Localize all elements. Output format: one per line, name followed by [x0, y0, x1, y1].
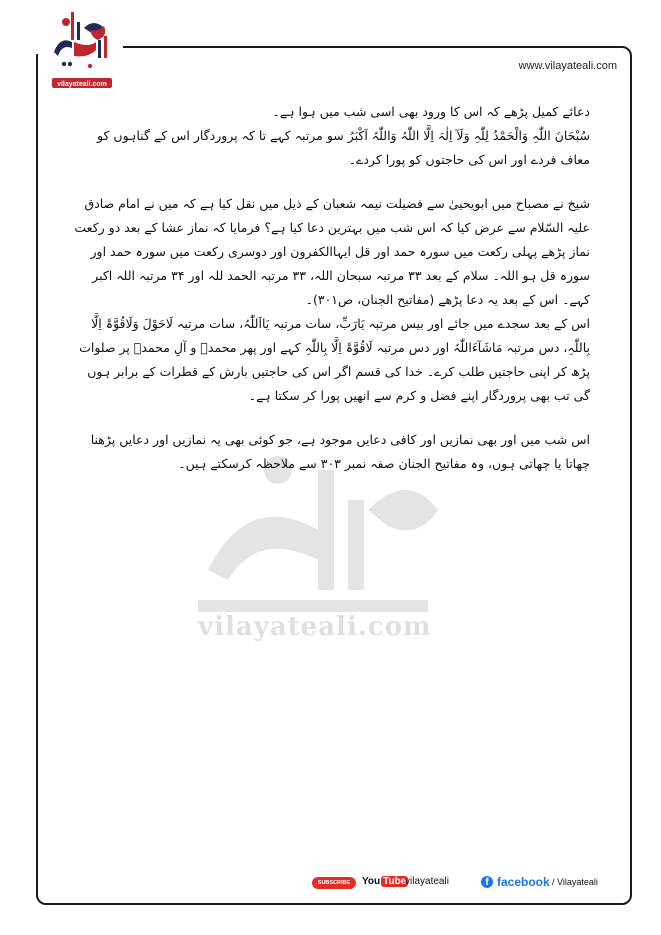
paragraph-sajda: اس کے بعد سجدے میں جائے اور بیس مرتبہ یَارَبِّ، سات مرتبہ یَااَللّٰہُ، سات مرتبہ لَاحَوْلَ وَلَاقُوَّۃَ اِلَّا بِاللّٰہِ، دس مرتبہ مَاشَآءَاللّٰہُ اور دس مرتبہ لَاقُوَّۃَ اِلَّا بِاللّٰہِ کہے اور پھر محمدؐ و آلِ محمدؐ پر صلوات پڑھ کر اپنی حاجتیں طلب کرے۔ خدا کی قسم اگر اس کی حاجتیں بارش کے قطرات کے برابر ہوں گی تب بھی پروردگار اپنے فضل و کرم سے انھیں پورا کر سکتا ہے۔	[79, 316, 590, 403]
facebook-handle[interactable]: / Vilayateali	[552, 877, 598, 887]
article-body	[70, 100, 590, 476]
watermark-text: vilayateali.com	[198, 612, 432, 642]
logo-url-text: vilayateali.com	[57, 81, 107, 88]
youtube-handle[interactable]: vilayateali	[405, 876, 449, 887]
facebook-label[interactable]: facebook	[497, 875, 550, 889]
paragraph-tasbih: سُبْحَانَ اللّٰہِ وَالْحَمْدُ لِلّٰہِ وَلَآ اِلٰہَ اِلَّا اللّٰہُ وَاللّٰہُ اَکْبَرُ سو مرتبہ کہے تا کہ پروردگار اس کے گناہوں کو معاف فردے اور اس کی حاجتوں کو پورا کردے۔	[97, 128, 590, 167]
facebook-icon[interactable]: f	[481, 876, 493, 888]
paragraph-kumail: دعائے کمیل پڑھے کہ اس کا ورود بھی اسی شب میں ہوا ہے۔	[272, 104, 590, 119]
subscribe-label: SUBSCRIBE	[317, 880, 351, 886]
youtube-logo-you: You	[362, 876, 381, 887]
paragraph-misbah: شیخ نے مصباح میں ابویحییٰ سے فضیلت نیمہ شعبان کے ذیل میں نقل کیا ہے کہ میں نے امام صادق علیہ السّلام سے عرض کیا کہ اس شب میں بہترین دعا کیا ہے؟ فرمایا کہ نماز عشا کے بعد دو رکعت نماز پڑھے پہلی رکعت میں سورہ حمد اور قل ایہاالکفرون اور دوسری رکعت میں سورہ حمد اور سورہ قل ہو اللہ۔ سلام کے بعد ۳۳ مرتبہ سبحان اللہ، ۳۳ مرتبہ الحمد للہ اور ۳۴ مرتبہ اللہ اکبر کہے۔ اس کے بعد یہ دعا پڑھے (مفاتیح الجنان، ص۳۰۱)۔	[74, 196, 590, 307]
site-url[interactable]: www.vilayateali.com	[518, 60, 617, 72]
site-logo[interactable]	[44, 6, 120, 94]
subscribe-button[interactable]	[312, 877, 356, 889]
paragraph-gap	[70, 172, 590, 192]
paragraph-gap	[70, 408, 590, 428]
logo-graphic	[44, 6, 120, 94]
footer	[0, 873, 661, 893]
youtube-logo[interactable]	[362, 876, 408, 887]
paragraph-mafatih: اس شب میں اور بھی نمازیں اور کافی دعایں موجود ہے، جو کوئی بھی یہ نمازیں اور دعایں پڑھنا چھاتا یا چھاتی ہوں، وہ مفاتیح الجنان صفہ نمبر ۳۰۳ سے ملاحظہ کرسکتے ہیں۔	[90, 432, 590, 471]
youtube-logo-tube: Tube	[383, 876, 407, 887]
